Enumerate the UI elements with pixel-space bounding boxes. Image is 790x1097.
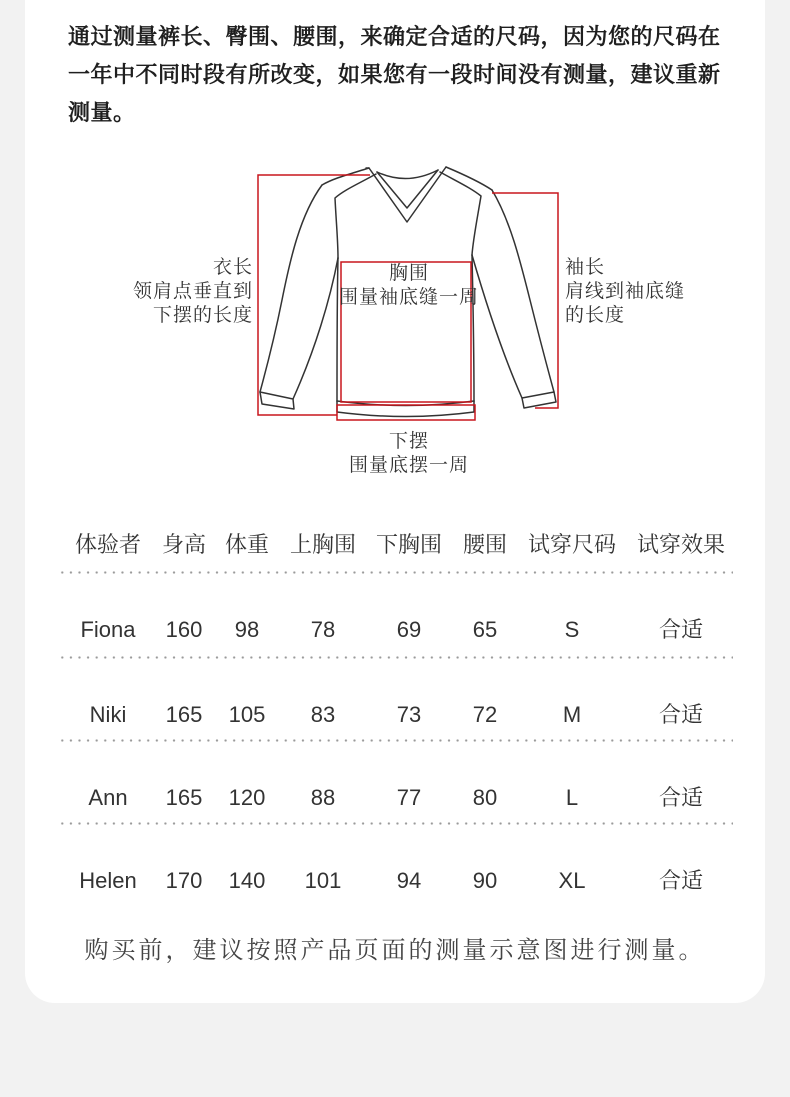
hem-label-desc: 围量底摆一周 xyxy=(348,455,470,476)
length-label-title: 衣长 xyxy=(212,257,253,278)
dotted-divider xyxy=(58,822,733,825)
hem-label-title: 下摆 xyxy=(388,431,430,452)
cell-fit-result: 合适 xyxy=(658,868,704,893)
cell-size-tried: XL xyxy=(558,868,586,893)
table-row xyxy=(0,700,790,730)
cell-tester: Fiona xyxy=(80,617,136,642)
intro-line: 一年中不同时段有所改变，如果您有一段时间没有测量，建议重新 xyxy=(68,62,721,87)
table-header-row xyxy=(0,530,790,560)
header-fit-result: 试穿效果 xyxy=(636,532,726,557)
header-upper-chest: 上胸围 xyxy=(289,532,357,557)
cell-fit-result: 合适 xyxy=(658,785,704,810)
table-row xyxy=(0,783,790,813)
table-row xyxy=(0,615,790,645)
header-under-chest: 下胸围 xyxy=(375,532,443,557)
intro-line: 测量。 xyxy=(68,100,136,125)
chest-label-title: 胸围 xyxy=(388,263,430,284)
intro-line: 通过测量裤长、臀围、腰围，来确定合适的尺码，因为您的尺码在 xyxy=(68,24,721,49)
dotted-divider xyxy=(58,571,733,574)
cell-weight: 120 xyxy=(228,785,266,810)
length-label-desc: 领肩点垂直到 xyxy=(132,281,253,302)
cell-size-tried: L xyxy=(565,785,579,810)
size-guide-card xyxy=(25,0,765,1003)
cell-waist: 65 xyxy=(472,617,498,642)
sleeve-label-title: 袖长 xyxy=(565,257,606,278)
dotted-divider xyxy=(58,739,733,742)
footer-note: 购买前，建议按照产品页面的测量示意图进行测量。 xyxy=(84,937,706,964)
cell-waist: 80 xyxy=(472,785,498,810)
sleeve-label-desc: 的长度 xyxy=(565,305,626,326)
cell-weight: 105 xyxy=(228,702,266,727)
cell-waist: 72 xyxy=(472,702,498,727)
header-tester: 体验者 xyxy=(74,532,142,557)
table-row xyxy=(0,866,790,896)
cell-height: 160 xyxy=(165,617,203,642)
header-waist: 腰围 xyxy=(462,532,508,557)
chest-label-desc: 围量袖底缝一周 xyxy=(338,287,480,308)
cell-waist: 90 xyxy=(472,868,498,893)
cell-under-chest: 77 xyxy=(396,785,422,810)
cell-size-tried: S xyxy=(564,617,580,642)
cell-tester: Ann xyxy=(88,785,128,810)
sleeve-label-desc: 肩线到袖底缝 xyxy=(565,281,686,302)
cell-tester: Niki xyxy=(89,702,127,727)
header-size-tried: 试穿尺码 xyxy=(527,532,617,557)
cell-weight: 140 xyxy=(228,868,266,893)
sleeve-label xyxy=(565,256,685,328)
cell-under-chest: 73 xyxy=(396,702,422,727)
cell-fit-result: 合适 xyxy=(658,702,704,727)
cell-upper-chest: 101 xyxy=(304,868,342,893)
dotted-divider xyxy=(58,656,733,659)
cell-fit-result: 合适 xyxy=(658,617,704,642)
cell-weight: 98 xyxy=(234,617,260,642)
cell-tester: Helen xyxy=(79,868,137,893)
length-label xyxy=(133,256,253,328)
cell-under-chest: 69 xyxy=(396,617,422,642)
cell-under-chest: 94 xyxy=(396,868,422,893)
cell-upper-chest: 78 xyxy=(310,617,336,642)
length-label-desc: 下摆的长度 xyxy=(152,305,253,326)
hem-label xyxy=(349,430,469,478)
header-weight: 体重 xyxy=(224,532,270,557)
cell-size-tried: M xyxy=(562,702,582,727)
cell-height: 165 xyxy=(165,702,203,727)
chest-label xyxy=(339,262,479,310)
cell-height: 170 xyxy=(165,868,203,893)
intro-text xyxy=(68,18,721,132)
cell-upper-chest: 88 xyxy=(310,785,336,810)
cell-upper-chest: 83 xyxy=(310,702,336,727)
header-height: 身高 xyxy=(161,532,207,557)
cell-height: 165 xyxy=(165,785,203,810)
